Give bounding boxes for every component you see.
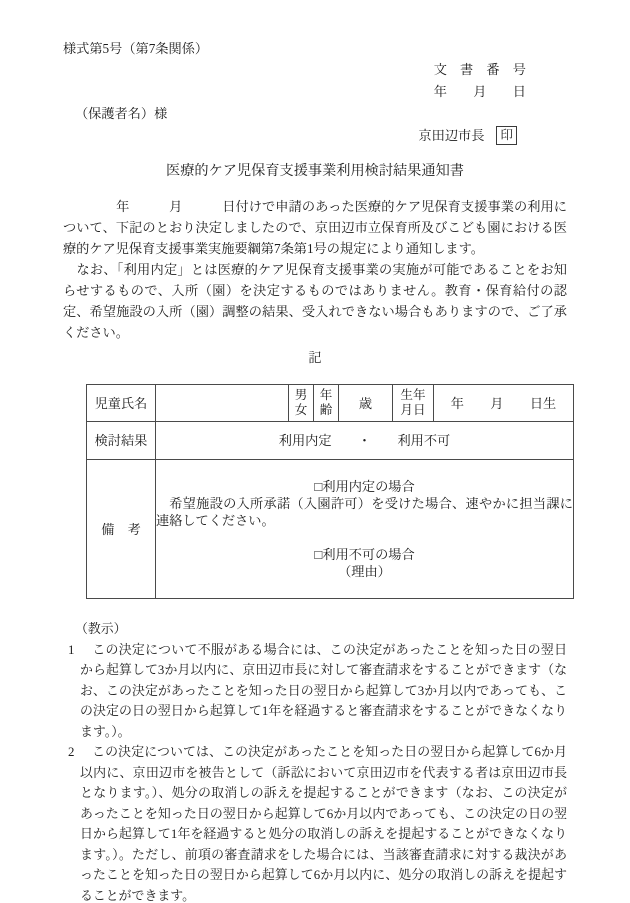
age-label	[314, 385, 339, 422]
note-text: この決定について不服がある場合には、この決定があったことを知った日の翌日から起算して3か月以内に、京田辺市長に対して審査請求をすることができます（なお、この決定があったことを知った日の翌日から起算して3か月以内であっても、この決定の日の翌日から起算して1年を経過すると審査請求をすることができなくなります。）。	[80, 642, 567, 739]
age-label-bottom: 齢	[319, 403, 333, 417]
document-number-block	[63, 59, 567, 103]
legal-notes-section	[63, 619, 567, 903]
body-paragraph-1: 年 月 日付けで申請のあった医療的ケア児保育支援事業の利用について、下記のとおり決定しましたので、京田辺市立保育所及びこども園における医療的ケア児保育支援事業実施要綱第7条第1号の規定により通知します。	[63, 199, 567, 256]
ki-marker: 記	[308, 350, 322, 365]
age-label-top: 年	[319, 388, 333, 402]
sex-label-bottom: 女	[294, 403, 308, 417]
result-table	[86, 384, 574, 599]
remarks-label: 備 考	[87, 460, 156, 599]
birthdate-label-bottom: 月日	[400, 403, 426, 417]
table-row-result	[87, 422, 574, 460]
child-name-field	[156, 385, 289, 422]
checkbox-icon: □	[314, 547, 323, 562]
body-paragraph-2: なお、「利用内定」とは医療的ケア児保育支援事業の実施が可能であることをお知らせするもので、入所（園）を決定するものではありません。教育・保育給付の認定、希望施設の入所（園）調整の結果、受入れできない場合もありますので、ご了承ください。	[63, 262, 567, 340]
child-name-label: 児童氏名	[87, 385, 156, 422]
note-number: 2	[68, 745, 75, 759]
sex-label-top: 男	[294, 388, 308, 402]
remarks-content	[156, 460, 574, 599]
case-approved-title: □利用内定の場合	[314, 479, 415, 494]
sender-line	[63, 124, 567, 147]
age-field: 歳	[339, 385, 393, 422]
document-title: 医療的ケア児保育支援事業利用検討結果通知書	[166, 163, 464, 179]
document-number-label: 文 書 番 号	[433, 62, 526, 77]
checkbox-icon: □	[314, 479, 323, 494]
result-label: 検討結果	[87, 422, 156, 460]
addressee-line: （保護者名）様	[75, 106, 168, 121]
note-number: 1	[68, 642, 75, 657]
date-blank-line: 年 月 日	[433, 84, 526, 99]
table-row-remarks	[87, 460, 574, 599]
sex-label	[289, 385, 314, 422]
case-denied-title: □利用不可の場合	[314, 547, 415, 562]
spacer	[156, 529, 573, 546]
form-number: 様式第5号（第7条関係）	[63, 41, 209, 56]
notes-heading: （教示）	[75, 622, 127, 636]
seal-placeholder-icon: 印	[496, 126, 517, 145]
case-approved-body: 希望施設の入所承諾（入園許可）を受けた場合、速やかに担当課に連絡してください。	[156, 496, 573, 528]
sender-name: 京田辺市長	[418, 128, 485, 143]
note-text: この決定については、この決定があったことを知った日の翌日から起算して6か月以内に、京田辺市を被告として（訴訟において京田辺市を代表する者は京田辺市長となります。）、処分の取消しの訴えを提起することができます（なお、この決定があったことを知った日の翌日から起算して6か月以内であっても、この決定の日の翌日から起算して1年を経過すると処分の取消しの訴えを提起することができなくなります。）。ただし、前項の審査請求をした場合には、当該審査請求に対する裁決があったことを知った日の翌日から起算して6か月以内に、処分の取消しの訴えを提起することができます。	[80, 745, 567, 903]
result-value: 利用内定 ・ 利用不可	[156, 422, 574, 460]
note-item-2	[63, 742, 567, 903]
birthdate-field: 年 月 日生	[434, 385, 574, 422]
birthdate-label-top: 生年	[400, 388, 426, 402]
table-row-child-info	[87, 385, 574, 422]
birthdate-label	[393, 385, 434, 422]
note-item-1	[63, 640, 567, 743]
case-denied-reason-label: （理由）	[338, 564, 391, 579]
